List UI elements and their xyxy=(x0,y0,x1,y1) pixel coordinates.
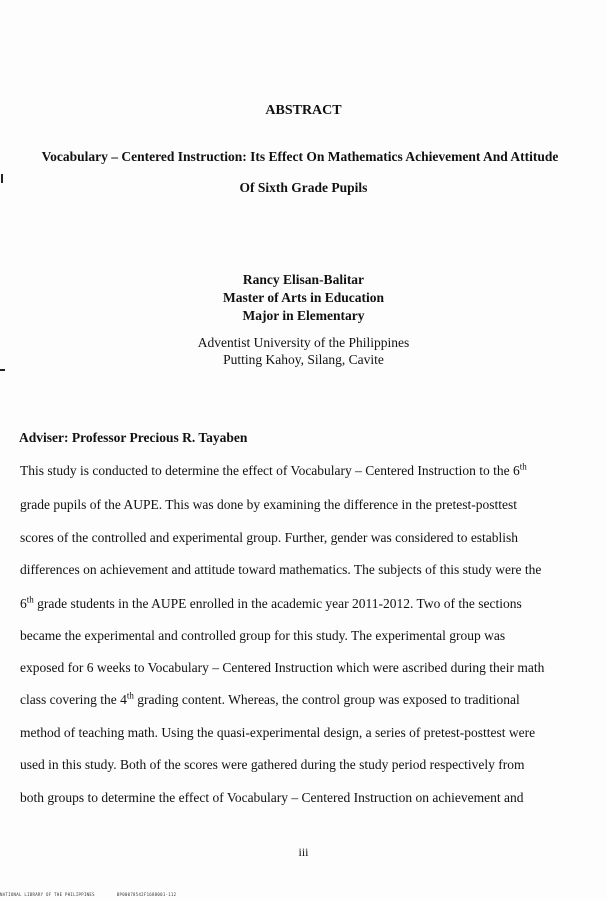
body-text: 6 xyxy=(20,596,27,611)
body-text: grading content. Whereas, the control group was exposed to traditional xyxy=(133,692,520,707)
body-line: exposed for 6 weeks to Vocabulary – Centered Instruction which were ascribed during their math xyxy=(20,660,545,675)
body-line: scores of the controlled and experimental group. Further, gender was considered to establish xyxy=(20,530,519,545)
affiliation-block xyxy=(0,334,607,368)
body-text: grade students in the AUPE enrolled in the academic year 2011-2012. Two of the sections xyxy=(33,596,522,611)
author-name: Rancy Elisan-Balitar xyxy=(242,272,365,287)
body-line: differences on achievement and attitude toward mathematics. The subjects of this study were the xyxy=(20,562,542,577)
body-text: This study is conducted to determine the effect of Vocabulary – Centered Instruction to the 6 xyxy=(20,463,520,478)
scan-artifact xyxy=(0,369,5,371)
institution-name: Adventist University of the Philippines xyxy=(197,335,410,350)
author-block xyxy=(0,271,607,325)
body-line: became the experimental and controlled group for this study. The experimental group was xyxy=(20,628,506,643)
title-line-2: Of Sixth Grade Pupils xyxy=(239,180,368,195)
author-degree: Master of Arts in Education xyxy=(223,290,384,305)
body-line xyxy=(20,596,522,612)
library-stamp: NATIONAL LIBRARY OF THE PHILIPPINES xyxy=(0,892,95,897)
document-code: BP00078542F1688001-112 xyxy=(116,892,177,897)
body-line xyxy=(20,692,520,708)
abstract-heading: ABSTRACT xyxy=(265,103,342,118)
body-line: method of teaching math. Using the quasi-experimental design, a series of pretest-posttest were xyxy=(20,725,536,740)
body-text: class covering the 4 xyxy=(20,692,127,707)
author-major: Major in Elementary xyxy=(242,308,365,323)
body-line: both groups to determine the effect of Vocabulary – Centered Instruction on achievement and xyxy=(20,790,524,805)
footer-stamp xyxy=(0,892,198,897)
institution-address: Putting Kahoy, Silang, Cavite xyxy=(223,352,384,367)
adviser-line: Adviser: Professor Precious R. Tayaben xyxy=(19,430,248,445)
body-line xyxy=(20,463,527,479)
superscript: th xyxy=(26,594,34,605)
page-number: iii xyxy=(298,845,309,859)
title-line-1: Vocabulary – Centered Instruction: Its Effect On Mathematics Achievement And Attitude xyxy=(41,149,559,164)
body-line: used in this study. Both of the scores were gathered during the study period respectively from xyxy=(20,757,525,772)
superscript: th xyxy=(126,690,134,701)
body-line: grade pupils of the AUPE. This was done by examining the difference in the pretest-posttest xyxy=(20,497,518,512)
superscript: th xyxy=(519,461,527,472)
